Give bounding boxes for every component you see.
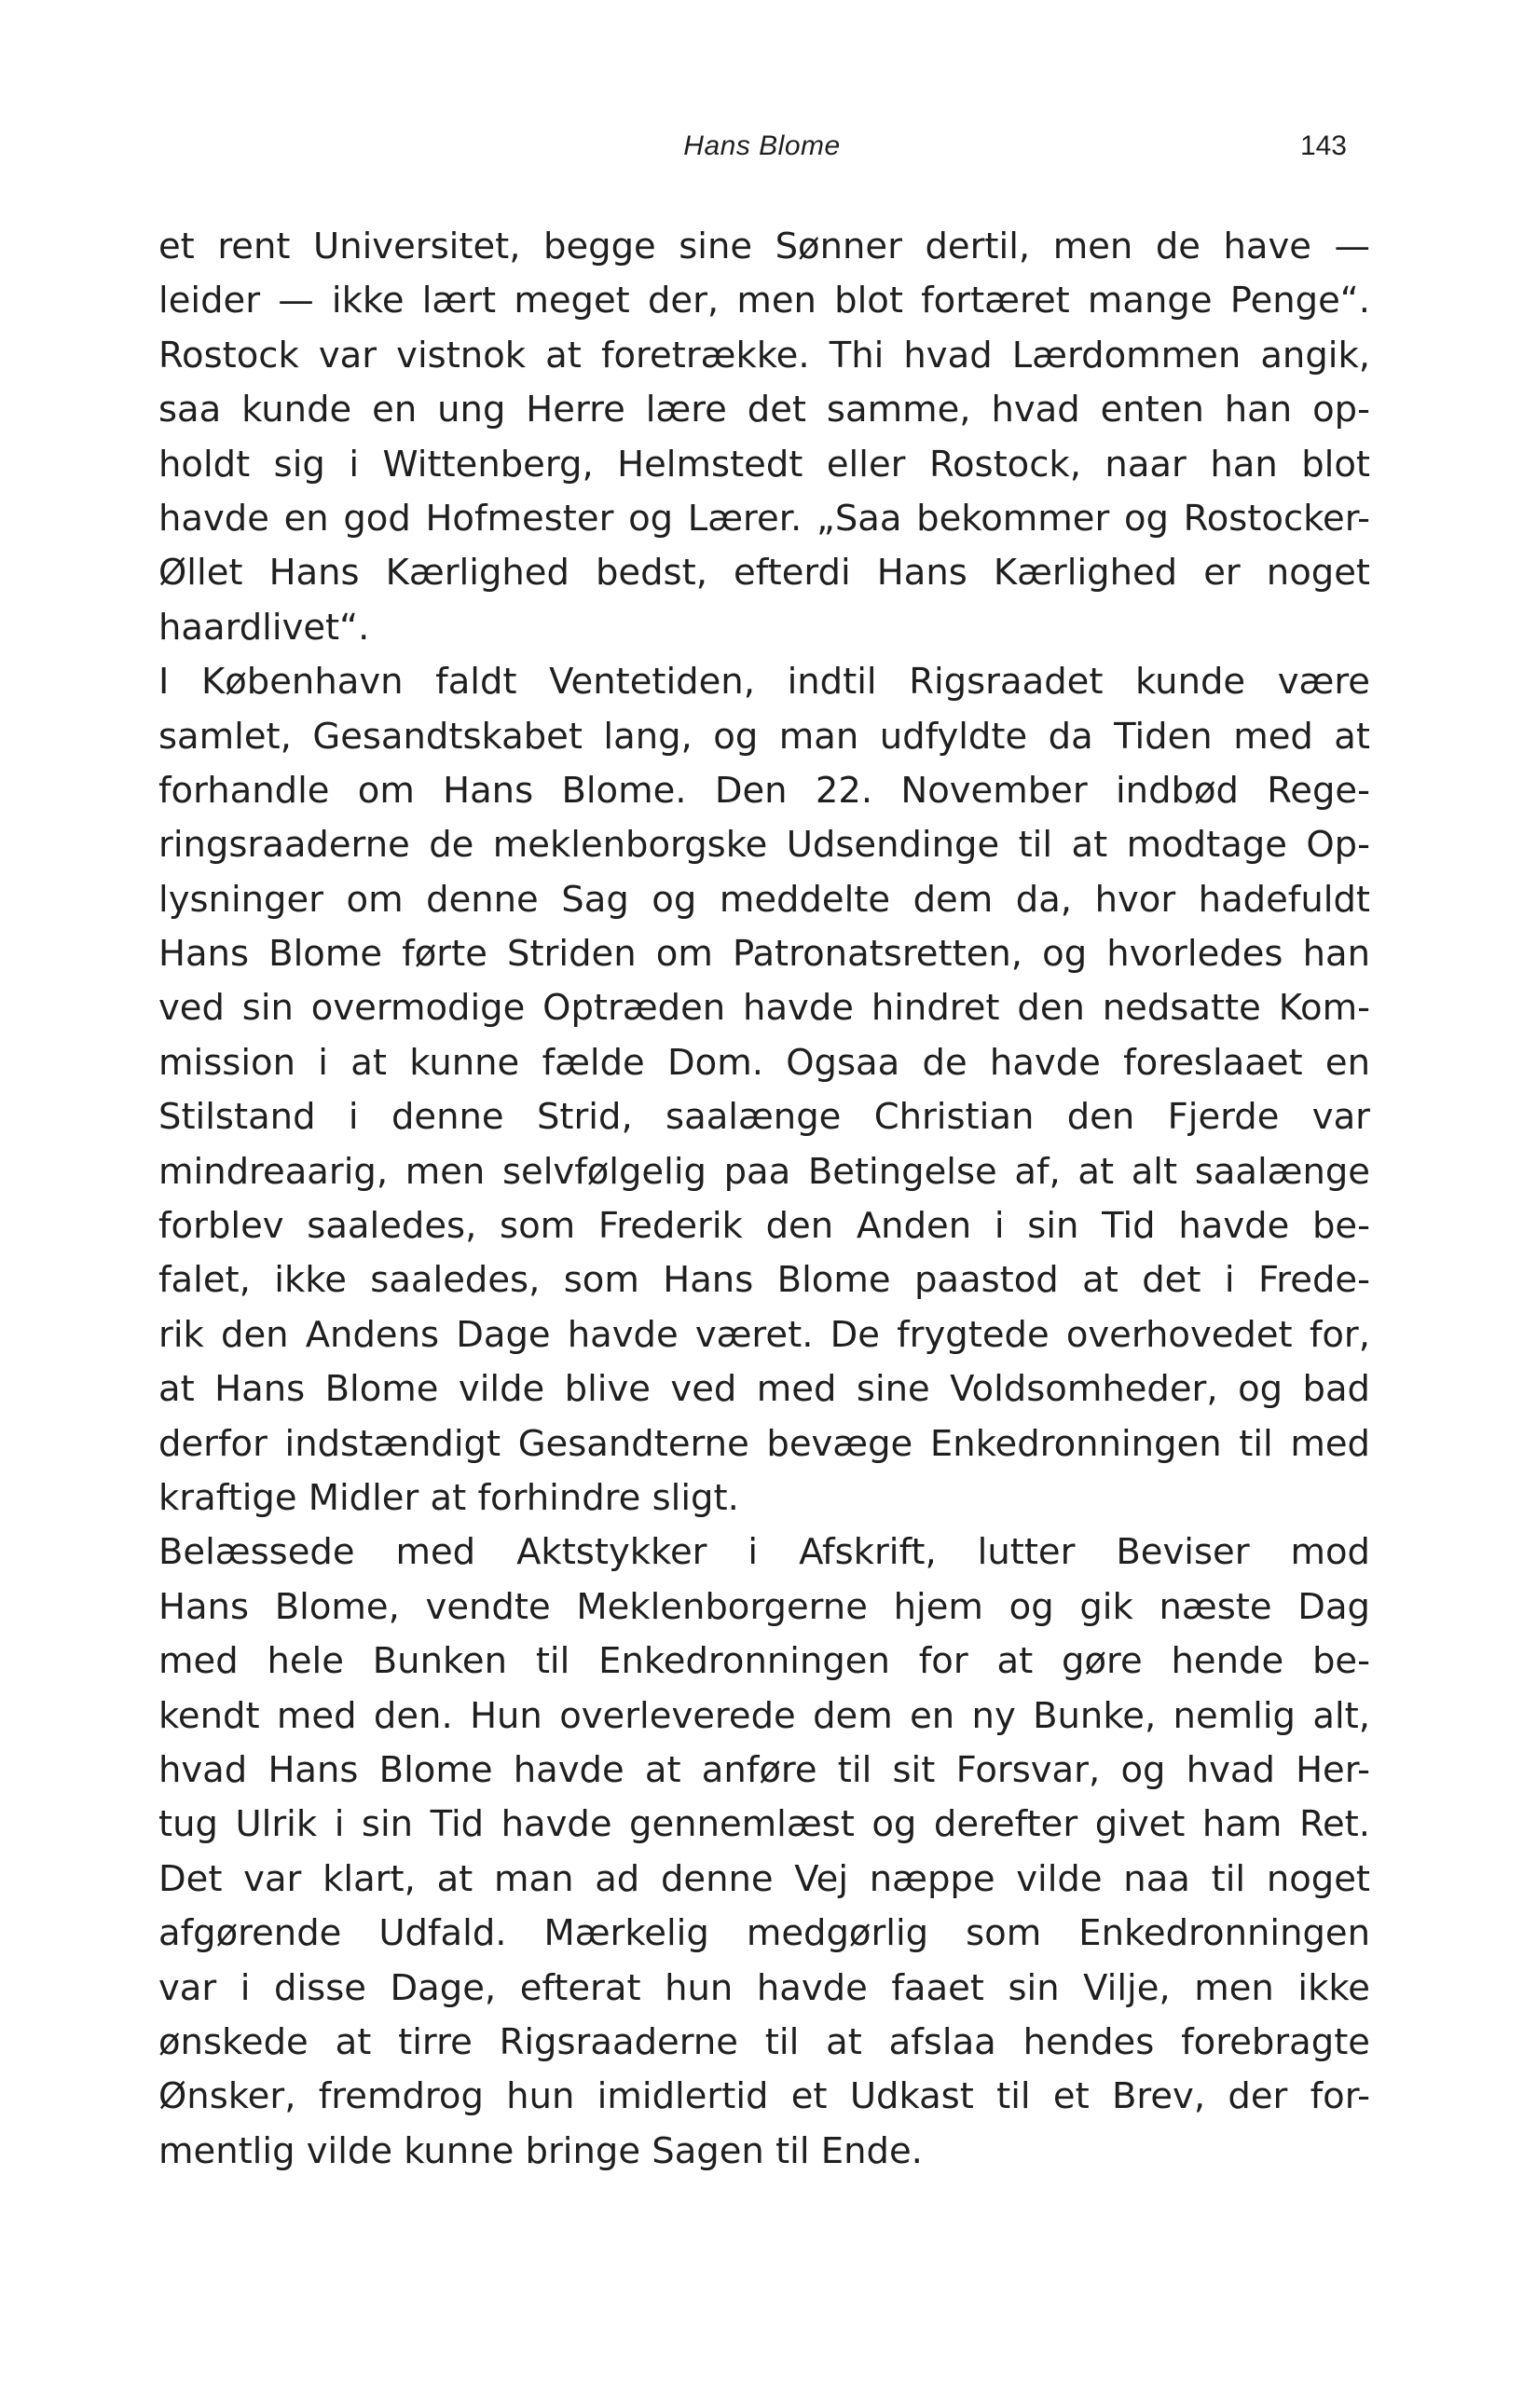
text-line: Hans Blome, vendte Meklenborgerne hjem og gik næste Dag xyxy=(158,1585,1370,1628)
text-line: forhandle om Hans Blome. Den 22. November indbød Rege- xyxy=(158,769,1370,812)
text-line: Ønsker, fremdrog hun imidlertid et Udkast til et Brev, der for- xyxy=(158,2075,1370,2118)
text-line: falet, ikke saaledes, som Hans Blome paastod at det i Frede- xyxy=(158,1259,1370,1302)
text-line: leider — ikke lært meget der, men blot fortæret mange Penge“. xyxy=(158,280,1370,322)
text-line: tug Ulrik i sin Tid havde gennemlæst og derefter givet ham Ret. xyxy=(158,1803,1370,1846)
text-line: at Hans Blome vilde blive ved med sine Voldsomheder, og bad xyxy=(158,1368,1370,1411)
text-line: saa kunde en ung Herre lære det samme, hvad enten han op- xyxy=(158,389,1370,431)
text-line: ringsraaderne de meklenborgske Udsendinge til at modtage Op- xyxy=(158,824,1370,867)
text-line: afgørende Udfald. Mærkelig medgørlig som Enkedronningen xyxy=(158,1912,1370,1955)
text-line: I København faldt Ventetiden, indtil Rigsraadet kunde være xyxy=(158,661,1370,704)
text-line: Belæssede med Aktstykker i Afskrift, lutter Beviser mod xyxy=(158,1531,1370,1574)
text-line: mission i at kunne fælde Dom. Ogsaa de havde foreslaaet en xyxy=(158,1041,1370,1084)
text-line: samlet, Gesandtskabet lang, og man udfyldte da Tiden med at xyxy=(158,715,1370,758)
text-line: kraftige Midler at forhindre sligt. xyxy=(158,1476,739,1519)
text-line: Stilstand i denne Strid, saalænge Christian den Fjerde var xyxy=(158,1096,1370,1139)
text-line: et rent Universitet, begge sine Sønner dertil, men de have — xyxy=(158,226,1370,267)
running-title: Hans Blome xyxy=(683,130,841,161)
running-header xyxy=(158,130,1365,177)
text-line: haardlivet“. xyxy=(158,606,370,649)
text-line: havde en god Hofmester og Lærer. „Saa bekommer og Rostocker- xyxy=(158,497,1370,540)
text-line: med hele Bunken til Enkedronningen for at gøre hende be- xyxy=(158,1640,1370,1683)
text-line: kendt med den. Hun overleverede dem en ny Bunke, nemlig alt, xyxy=(158,1694,1370,1737)
text-line: derfor indstændigt Gesandterne bevæge Enkedronningen til med xyxy=(158,1422,1370,1465)
text-line: Det var klart, at man ad denne Vej næppe vilde naa til noget xyxy=(158,1857,1370,1900)
text-line: lysninger om denne Sag og meddelte dem da, hvor hadefuldt xyxy=(158,878,1370,921)
body-text xyxy=(158,220,1370,2179)
text-line: holdt sig i Wittenberg, Helmstedt eller Rostock, naar han blot xyxy=(158,443,1370,486)
text-line: Øllet Hans Kærlighed bedst, efterdi Hans Kærlighed er noget xyxy=(158,552,1370,595)
text-line: var i disse Dage, efterat hun havde faaet sin Vilje, men ikke xyxy=(158,1966,1370,2009)
text-line: forblev saaledes, som Frederik den Anden i sin Tid havde be- xyxy=(158,1205,1370,1248)
text-line: ved sin overmodige Optræden havde hindret den nedsatte Kom- xyxy=(158,987,1370,1030)
text-line: rik den Andens Dage havde været. De frygtede overhovedet for, xyxy=(158,1313,1370,1356)
text-line: Hans Blome førte Striden om Patronatsretten, og hvorledes han xyxy=(158,933,1370,976)
text-line: mentlig vilde kunne bringe Sagen til Ende. xyxy=(158,2129,923,2172)
page-number: 143 xyxy=(1299,130,1347,161)
text-line: mindreaarig, men selvfølgelig paa Betingelse af, at alt saalænge xyxy=(158,1150,1370,1193)
text-line: hvad Hans Blome havde at anføre til sit Forsvar, og hvad Her- xyxy=(158,1748,1370,1791)
text-line: ønskede at tirre Rigsraaderne til at afslaa hendes forebragte xyxy=(158,2020,1370,2063)
text-line: Rostock var vistnok at foretrække. Thi hvad Lærdommen angik, xyxy=(158,334,1370,376)
